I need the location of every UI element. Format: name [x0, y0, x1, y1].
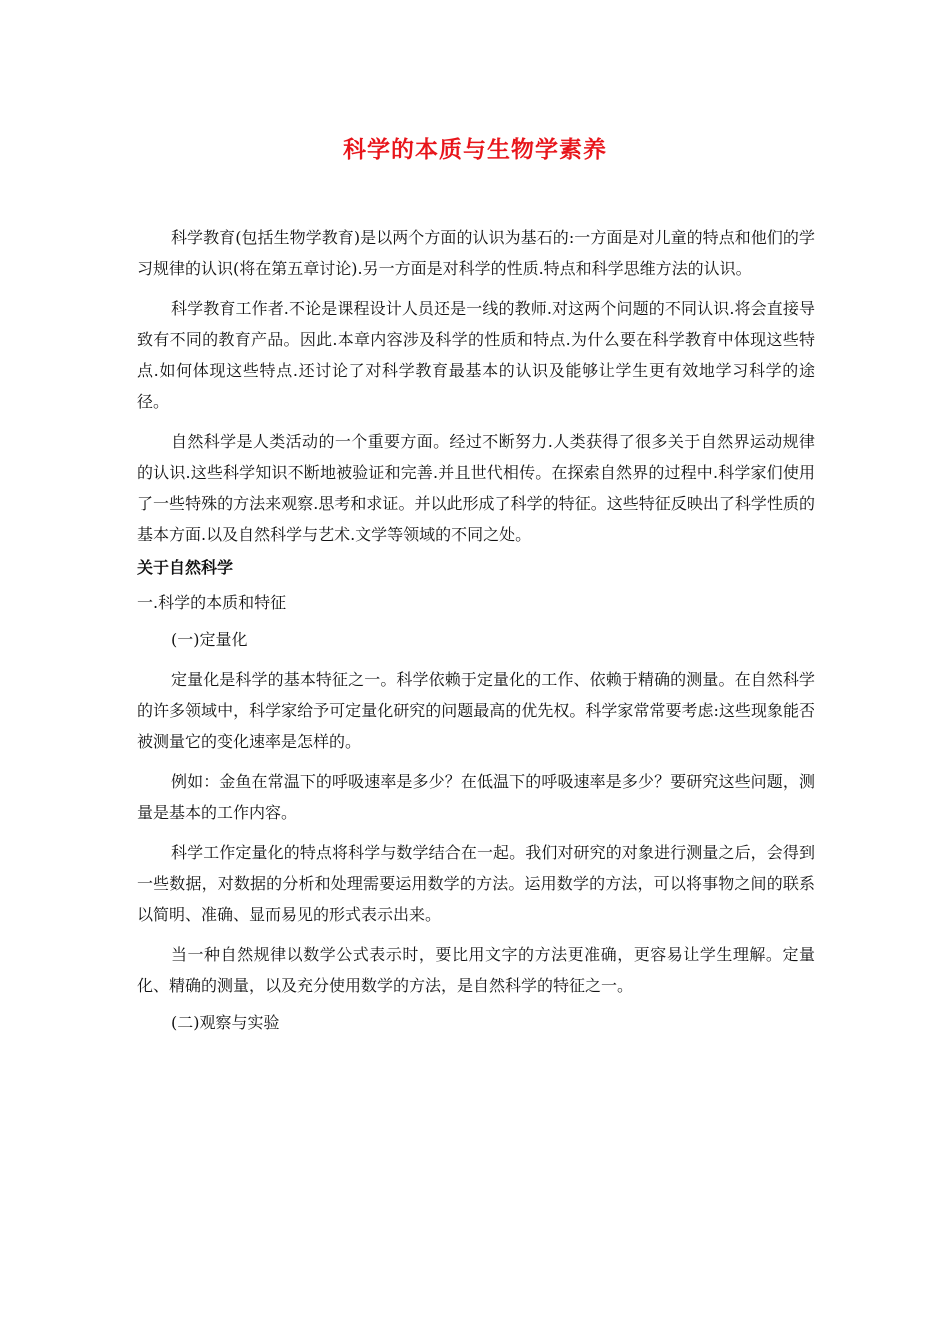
paragraph-math-combination: 科学工作定量化的特点将科学与数学结合在一起。我们对研究的对象进行测量之后，会得到一些数据，对数据的分析和处理需要运用数学的方法。运用数学的方法，可以将事物之间的联系以简明、准确、显而易见的形式表示出来。 — [137, 843, 815, 924]
document-title: 科学的本质与生物学素养 — [343, 137, 607, 163]
paragraph-quantification: 定量化是科学的基本特征之一。科学依赖于定量化的工作、依赖于精确的测量。在自然科学的许多领域中，科学家给予可定量化研究的问题最高的优先权。科学家常常要考虑:这些现象能否被测量它的变化速率是怎样的。 — [137, 670, 815, 751]
subsection-observation-experiment: (二)观察与实验 — [171, 1013, 280, 1032]
heading-about-natural-science: 关于自然科学 — [137, 558, 234, 577]
paragraph-intro: 科学教育(包括生物学教育)是以两个方面的认识为基石的:一方面是对儿童的特点和他们的学习规律的认识(将在第五章讨论).另一方面是对科学的性质.特点和科学思维方法的认识。 — [137, 228, 815, 278]
subsection-quantification: (一)定量化 — [171, 630, 248, 649]
section-nature-and-features: 一.科学的本质和特征 — [137, 593, 287, 612]
paragraph-natural-science: 自然科学是人类活动的一个重要方面。经过不断努力.人类获得了很多关于自然界运动规律的认识.这些科学知识不断地被验证和完善.并且世代相传。在探索自然界的过程中.科学家们使用了一些特殊的方法来观察.思考和求证。并以此形成了科学的特征。这些特征反映出了科学性质的基本方面.以及自然科学与艺术.文学等领域的不同之处。 — [137, 432, 815, 544]
paragraph-example-goldfish: 例如：金鱼在常温下的呼吸速率是多少？在低温下的呼吸速率是多少？要研究这些问题，测量是基本的工作内容。 — [137, 772, 815, 822]
paragraph-educators: 科学教育工作者.不论是课程设计人员还是一线的教师.对这两个问题的不同认识.将会直接导致有不同的教育产品。因此.本章内容涉及科学的性质和特点.为什么要在科学教育中体现这些特点.如何体现这些特点.还讨论了对科学教育最基本的认识及能够让学生更有效地学习科学的途径。 — [137, 299, 815, 411]
document-body — [137, 222, 815, 1038]
paragraph-formula: 当一种自然规律以数学公式表示时，要比用文字的方法更准确，更容易让学生理解。定量化、精确的测量，以及充分使用数学的方法，是自然科学的特征之一。 — [137, 945, 815, 995]
